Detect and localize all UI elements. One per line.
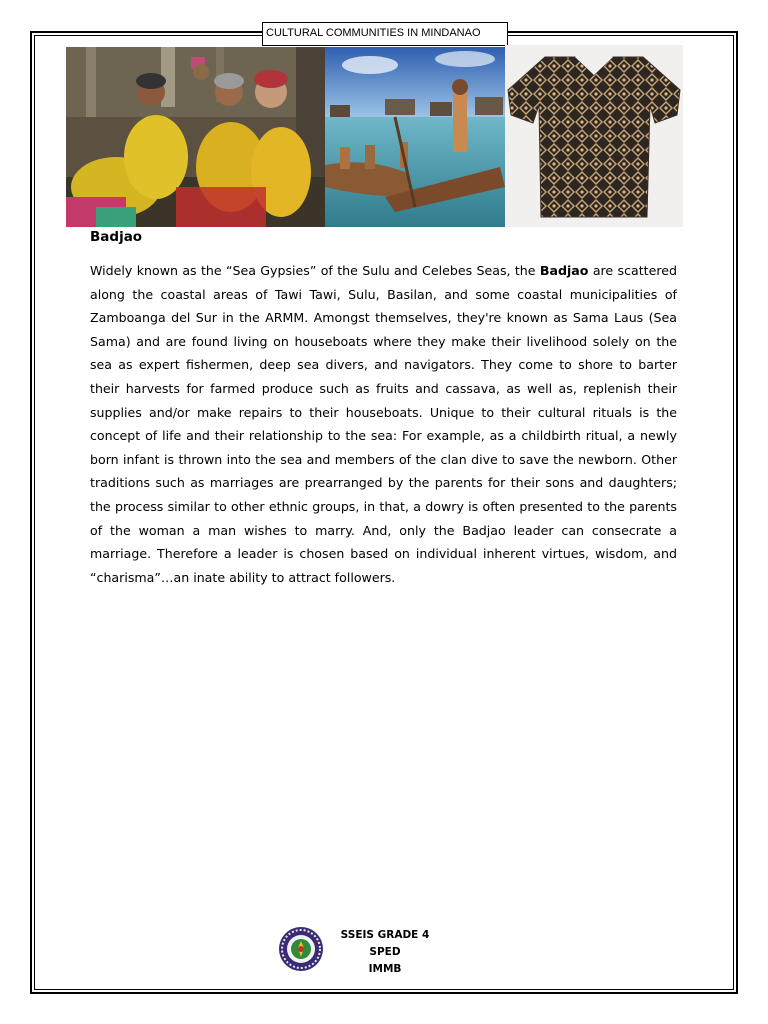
photo-badjao-boats-sea xyxy=(325,47,505,227)
body-bold-term: Badjao xyxy=(539,263,589,278)
section-title: Badjao xyxy=(90,229,143,245)
body-paragraph xyxy=(90,259,677,589)
header-title-box xyxy=(262,22,508,46)
school-seal-icon xyxy=(278,926,324,972)
footer-text xyxy=(327,927,443,978)
header-title: CULTURAL COMMUNITIES IN MINDANAO xyxy=(266,27,481,39)
footer-line2: IMMB xyxy=(368,963,402,975)
body-rest: are scattered along the coastal areas of Tawi Tawi, Sulu, Basilan, and some coastal municipalities of Zamboanga del Sur in the ARMM. Amongst themselves, they're known as Sama Laus (Sea Sama) and are found living on houseboats where they make their livelihood solely on the sea as expert fishermen, deep sea divers, and navigators. They come to shore to barter their harvests for farmed produce such as fruits and cassava, as well as, replenish their supplies and/or make repairs to their houseboats. Unique to their cultural rituals is the concept of life and their relationship to the sea: For example, as a childbirth ritual, a newly born infant is thrown into the sea and members of the clan dive to save the newborn. Other traditions such as marriages are prearranged by the parents for their sons and daughters; the process similar to other ethnic groups, in that, a dowry is often presented to the parents of the woman a man wishes to marry. And, only the Badjao leader can consecrate a marriage. Therefore a leader is chosen based on individual inherent virtues, wisdom, and “charisma”…an inate ability to attract followers. xyxy=(90,263,677,585)
body-intro: Widely known as the “Sea Gypsies” of the Sulu and Celebes Seas, the xyxy=(90,263,540,278)
photo-badjao-women-weaving xyxy=(66,47,325,227)
footer-line1: SSEIS GRADE 4 SPED xyxy=(340,929,430,958)
photo-woven-garment xyxy=(505,45,683,227)
